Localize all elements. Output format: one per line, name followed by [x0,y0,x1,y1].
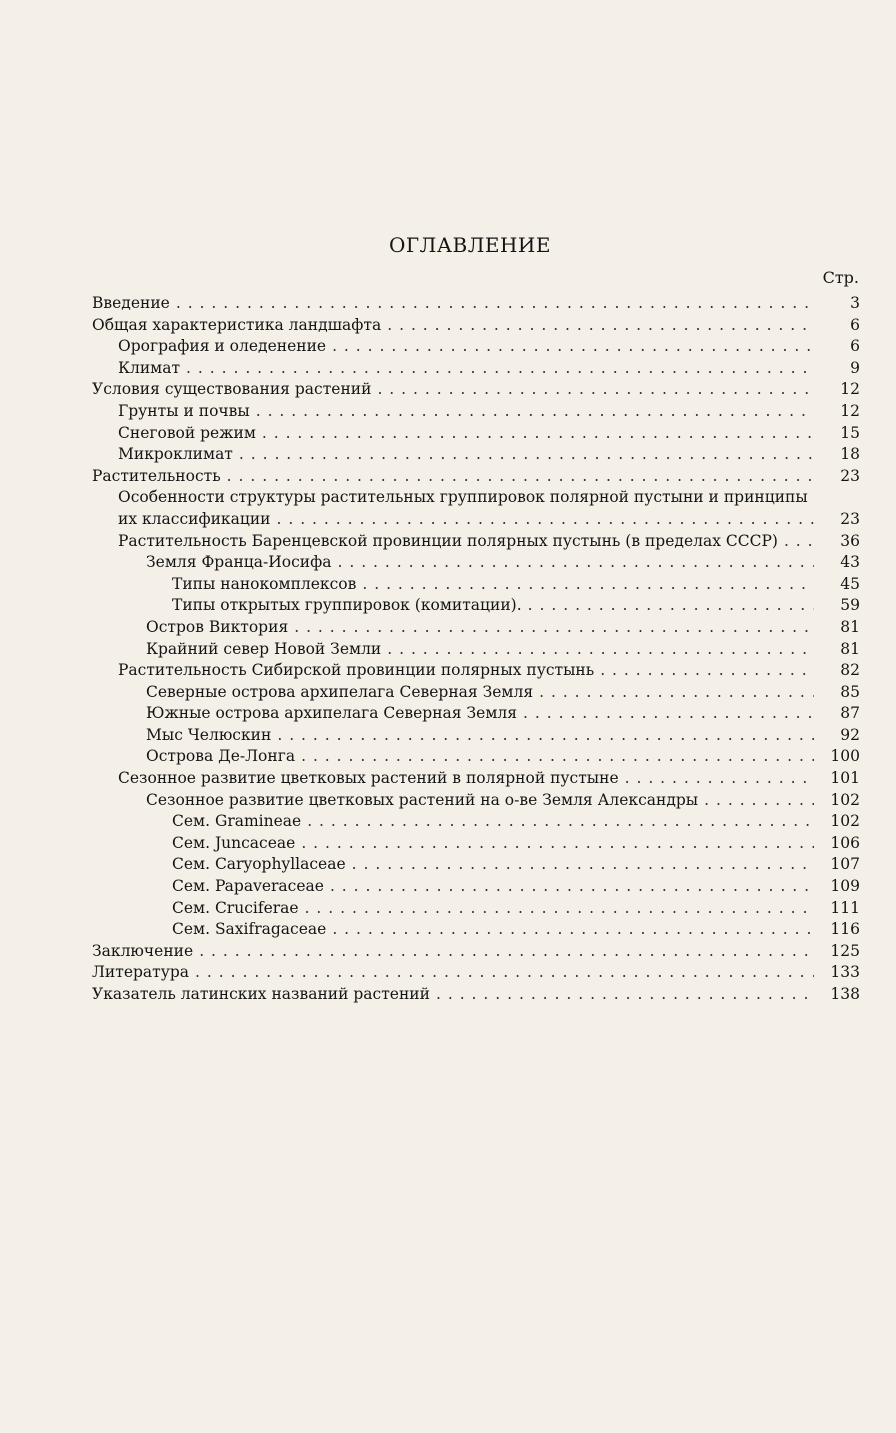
toc-entry [92,617,860,639]
toc-entry-page: 45 [840,574,860,593]
leader-dots [262,423,814,445]
toc-entry [92,466,860,488]
toc-entry [92,639,860,661]
leader-dots [301,746,814,768]
toc-entry-text: Мыс Челюскин [146,725,272,744]
leader-dots [307,811,814,833]
leader-dots [176,293,814,315]
leader-dots [387,639,814,661]
toc-entry-page: 12 [840,401,860,420]
toc-entry [92,293,860,315]
toc-entry [92,768,860,790]
toc-entry-text: Растительность Сибирской провинции полярных пустынь [118,661,595,680]
toc-entry-text: Климат [118,358,181,377]
toc-entry [92,423,860,445]
toc-entry-page: 102 [830,812,860,831]
toc-entry [92,746,860,768]
toc-entry-page: 81 [840,639,860,658]
toc-entry-text: Снеговой режим [118,423,256,442]
toc-entry-page: 116 [830,920,860,939]
page-title: ОГЛАВЛЕНИЕ [389,233,551,257]
toc-entry-page: 18 [840,445,860,464]
leader-dots [239,444,814,466]
toc-entry-page: 23 [840,509,860,528]
toc-entry-page: 59 [840,596,860,615]
toc-entry-page: 43 [840,553,860,572]
toc-entry-page: 87 [840,704,860,723]
toc-entry-page: 107 [830,855,860,874]
toc-entry-page: 109 [830,877,860,896]
toc-entry-text: Заключение [92,941,194,960]
toc-entry-text: Сем. Juncaceae [172,833,296,852]
toc-entry-page: 138 [830,985,860,1003]
toc-entry [92,811,860,833]
toc-entry-page: 102 [830,790,860,809]
leader-dots [600,660,814,682]
toc-entry-text: Остров Виктория [146,617,289,636]
toc-entry-text: Крайний север Новой Земли [146,639,382,658]
toc-entry-page: 15 [840,423,860,442]
toc-entry [92,854,860,876]
leader-dots [436,984,814,1006]
leader-dots [301,833,814,855]
leader-dots [227,466,814,488]
toc-entry-page: 81 [840,617,860,636]
leader-dots [784,531,814,553]
toc-entry [92,962,860,984]
toc-entry [92,574,860,596]
toc-entry-page: 23 [840,466,860,485]
toc-entry [92,919,860,941]
leader-dots [523,703,814,725]
toc-entry [92,444,860,466]
page-column-header: Стр. [822,268,859,287]
toc-entry-text: Введение [92,294,170,312]
toc-entry-text: Острова Де-Лонга [146,747,296,766]
leader-dots [195,962,814,984]
toc-entry-text: Сем. Cruciferae [172,898,299,917]
toc-entry [92,682,860,704]
toc-entry [92,552,860,574]
toc-entry-page: 100 [830,747,860,766]
toc-entry-text: Орография и оледенение [118,337,327,356]
leader-dots [337,552,814,574]
toc-entry-text: Южные острова архипелага Северная Земля [146,704,518,723]
toc-entry-page: 3 [850,294,860,312]
toc-entry [92,876,860,898]
toc-entry-page: 101 [830,769,860,788]
leader-dots [352,854,814,876]
toc-entry-text-line1: Особенности структуры растительных группировок полярной пустыни и принципы [118,488,808,507]
leader-dots [377,379,814,401]
toc-entry-page: 92 [840,725,860,744]
leader-dots [277,725,814,747]
toc-entry-text: Сем. Saxifragaceae [172,920,327,939]
leader-dots [539,682,814,704]
toc-entry [92,898,860,920]
toc-entry [92,379,860,401]
leader-dots [332,336,814,358]
leader-dots [704,790,814,812]
toc-entry [92,531,860,553]
toc-entry-page: 9 [850,358,860,377]
toc-entry-text: Условия существования растений [92,380,372,399]
toc-entry-text: Сезонное развитие цветковых растений на о-ве Земля Александры [146,790,699,809]
toc-entry-text: Литература [92,963,190,982]
toc-entry-text: Северные острова архипелага Северная Земля [146,682,534,701]
toc-entry-text: Растительность Баренцевской провинции полярных пустынь (в пределах СССР) [118,531,778,550]
leader-dots [294,617,814,639]
leader-dots [305,898,814,920]
toc-entry-text: их классификации [118,509,271,528]
leader-dots [277,509,815,531]
table-of-contents [92,293,860,1006]
toc-entry [92,358,860,380]
toc-entry-page: 6 [850,315,860,334]
toc-entry-text: Типы нанокомплексов [172,574,357,593]
toc-entry-text: Земля Франца-Иосифа [146,553,332,572]
toc-entry-text: Сем. Caryophyllaceae [172,855,346,874]
toc-entry-text: Указатель латинских названий растений [92,985,430,1003]
toc-entry-text: Микроклимат [118,445,233,464]
leader-dots [387,315,814,337]
toc-entry [92,315,860,337]
toc-entry-page: 125 [830,941,860,960]
toc-entry-text: Сем. Papaveraceae [172,877,324,896]
toc-entry-text: Сем. Gramineae [172,812,302,831]
toc-entry-page: 82 [840,661,860,680]
toc-entry [92,725,860,747]
toc-entry-page: 6 [850,337,860,356]
leader-dots [625,768,814,790]
toc-entry-page: 85 [840,682,860,701]
toc-entry-text: Общая характеристика ландшафта [92,315,382,334]
toc-entry-text: Грунты и почвы [118,401,250,420]
toc-entry-page: 106 [830,833,860,852]
toc-entry-text: Типы открытых группировок (комитации). [172,596,522,615]
toc-entry [92,595,860,617]
toc-entry-text: Растительность [92,466,221,485]
toc-entry [92,833,860,855]
leader-dots [332,919,814,941]
leader-dots [199,941,814,963]
toc-entry-page: 133 [830,963,860,982]
toc-entry [92,509,860,531]
toc-entry [92,660,860,682]
toc-entry-page: 36 [840,531,860,550]
toc-entry [92,790,860,812]
leader-dots [256,401,814,423]
toc-entry [92,941,860,963]
leader-dots [362,574,814,596]
toc-entry [92,336,860,358]
toc-entry-text: Сезонное развитие цветковых растений в полярной пустыне [118,769,619,788]
toc-entry-page: 111 [830,898,860,917]
toc-entry-page: 12 [840,380,860,399]
toc-entry [92,703,860,725]
toc-entry [92,401,860,423]
leader-dots [330,876,814,898]
leader-dots [528,595,814,617]
leader-dots [186,358,814,380]
toc-entry [92,984,860,1006]
